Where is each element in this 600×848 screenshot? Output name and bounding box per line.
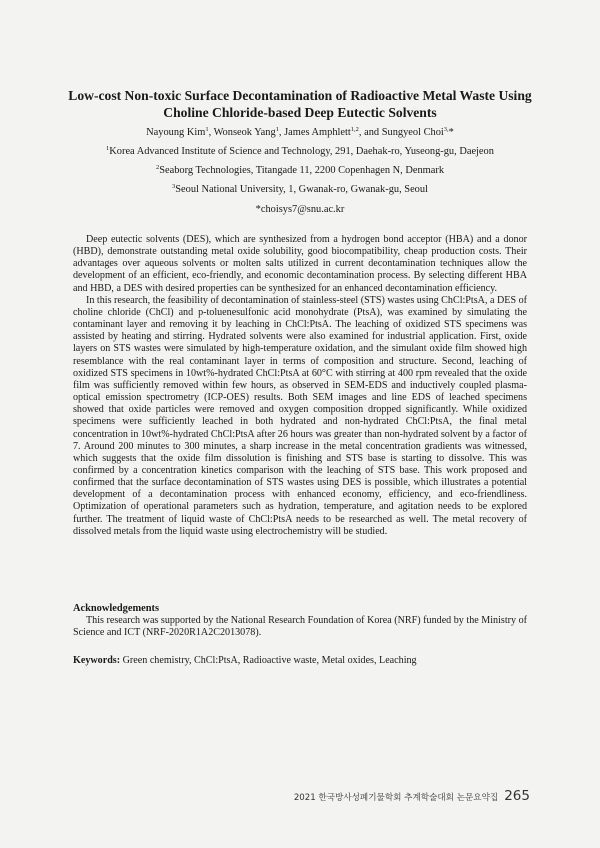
author-name: James Amphlett — [284, 127, 351, 138]
corresponding-author-mark: * — [448, 127, 454, 138]
affiliation-2-sup: 2 — [155, 164, 160, 171]
conference-name: 2021 한국방사성폐기물학회 추계학술대회 논문요약집 — [293, 793, 499, 803]
author-name: Wonseok Yang — [213, 127, 276, 138]
author-separator: , — [278, 127, 285, 138]
abstract-paragraph-1: Deep eutectic solvents (DES), which are synthesized from a hydrogen bond acceptor (HBA) and a donor (HBD), demonstrate outstanding metal oxide solubility, good biocompatibility, cheap production costs. Their advantages over aqueous solvents or molten salts utilized in current decontamination techniques allow the development of an efficient, eco-friendly, and economic decontamination process. By selecting different HBA and HBD, a DES with desired properties can be synthesized for an enhanced decontamination efficiency. — [73, 234, 527, 294]
affiliation-3 — [40, 183, 560, 196]
affiliation-2 — [40, 164, 560, 177]
author-affiliation-sup: 1,2 — [350, 126, 359, 133]
author-separator: , and — [358, 127, 382, 138]
abstract-body — [73, 234, 527, 538]
page-footer — [294, 788, 530, 804]
keywords-label: Keywords: — [73, 655, 121, 666]
affiliation-2-text: Seaborg Technologies, Titangade 11, 2200 Copenhagen N, Denmark — [159, 165, 445, 176]
affiliation-1 — [40, 145, 560, 158]
corresponding-email: *choisys7@snu.ac.kr — [255, 204, 345, 215]
keywords-text: Green chemistry, ChCl:PtsA, Radioactive waste, Metal oxides, Leaching — [120, 655, 417, 666]
affiliation-3-sup: 3 — [172, 183, 176, 190]
acknowledgements-text: This research was supported by the National Research Foundation of Korea (NRF) funded by the Ministry of Science and ICT (NRF-2020R1A2C2013078). — [73, 615, 527, 639]
affiliation-1-sup: 1 — [106, 145, 110, 152]
acknowledgements-heading: Acknowledgements — [73, 603, 160, 614]
paper-title: Low-cost Non-toxic Surface Decontamination of Radioactive Metal Waste Using Choline Chloride-based Deep Eutectic Solvents — [68, 88, 532, 120]
author-name: Nayoung Kim — [146, 127, 206, 138]
author-affiliation-sup: 1 — [205, 126, 209, 133]
affiliation-1-text: Korea Advanced Institute of Science and Technology, 291, Daehak-ro, Yuseong-gu, Daejeon — [109, 146, 494, 157]
abstract-paragraph-2: In this research, the feasibility of decontamination of stainless-steel (STS) wastes using ChCl:PtsA, a DES of choline chloride (ChCl) and p-toluenesulfonic acid monohydrate (PtsA), was examined by simulating the contaminant layer and removing it by leaching in ChCl:PtsA. The leaching of oxidized STS specimens was assisted by heating and stirring. Hydrated solvents were also examined for industrial application. First, oxide layers on STS wastes were simulated by high-temperature oxidation, and the simulant oxide film showed high resemblance with the real contaminant layer in terms of composition and structure. Second, leaching of oxidized STS specimens in 10wt%-hydrated ChCl:PtsA at 60°C with stirring at 400 rpm revealed that the oxide film was sufficiently removed within few hours, as observed in SEM-EDS and inductively coupled plasma-optical emission spectrometry (ICP-OES) results. Both SEM images and line EDS of leached specimens showed that oxide particles were removed and oxygen composition dropped significantly. While oxidized specimens were sufficiently leached in both hydrated and non-hydrated ChCl:PtsA, the final metal concentration in 10wt%-hydrated ChCl:PtsA after 26 hours was greater than non-hydrated solvent by a factor of 7. Around 200 minutes to 300 minutes, a sharp increase in the metal concentration gradients was witnessed, which suggests that the oxide film dissolution is finishing and STS base is starting to dissolve. This was confirmed by a concentration kinetics comparison with the leaching of STS base. This work proposed and confirmed that the surface decontamination of STS wastes using DES is possible, which illustrates a potential development of a decontamination process with enhanced economy, efficiency, and eco-friendliness. Optimization of operational parameters such as hydration, temperature, and agitation needs to be explored further. The treatment of liquid waste of ChCl:PtsA needs to be researched as well. The metal recovery of dissolved metals from the liquid waste using electrochemistry will be studied. — [73, 294, 527, 537]
author-affiliation-sup: 1 — [275, 126, 279, 133]
page-number: 265 — [504, 788, 530, 804]
affiliation-3-text: Seoul National University, 1, Gwanak-ro, Gwanak-gu, Seoul — [175, 184, 428, 195]
author-line — [40, 126, 560, 139]
author-separator: , — [208, 127, 214, 138]
keywords — [73, 655, 527, 667]
author-name: Sungyeol Choi — [381, 127, 444, 138]
author-affiliation-sup: 3, — [443, 126, 449, 133]
